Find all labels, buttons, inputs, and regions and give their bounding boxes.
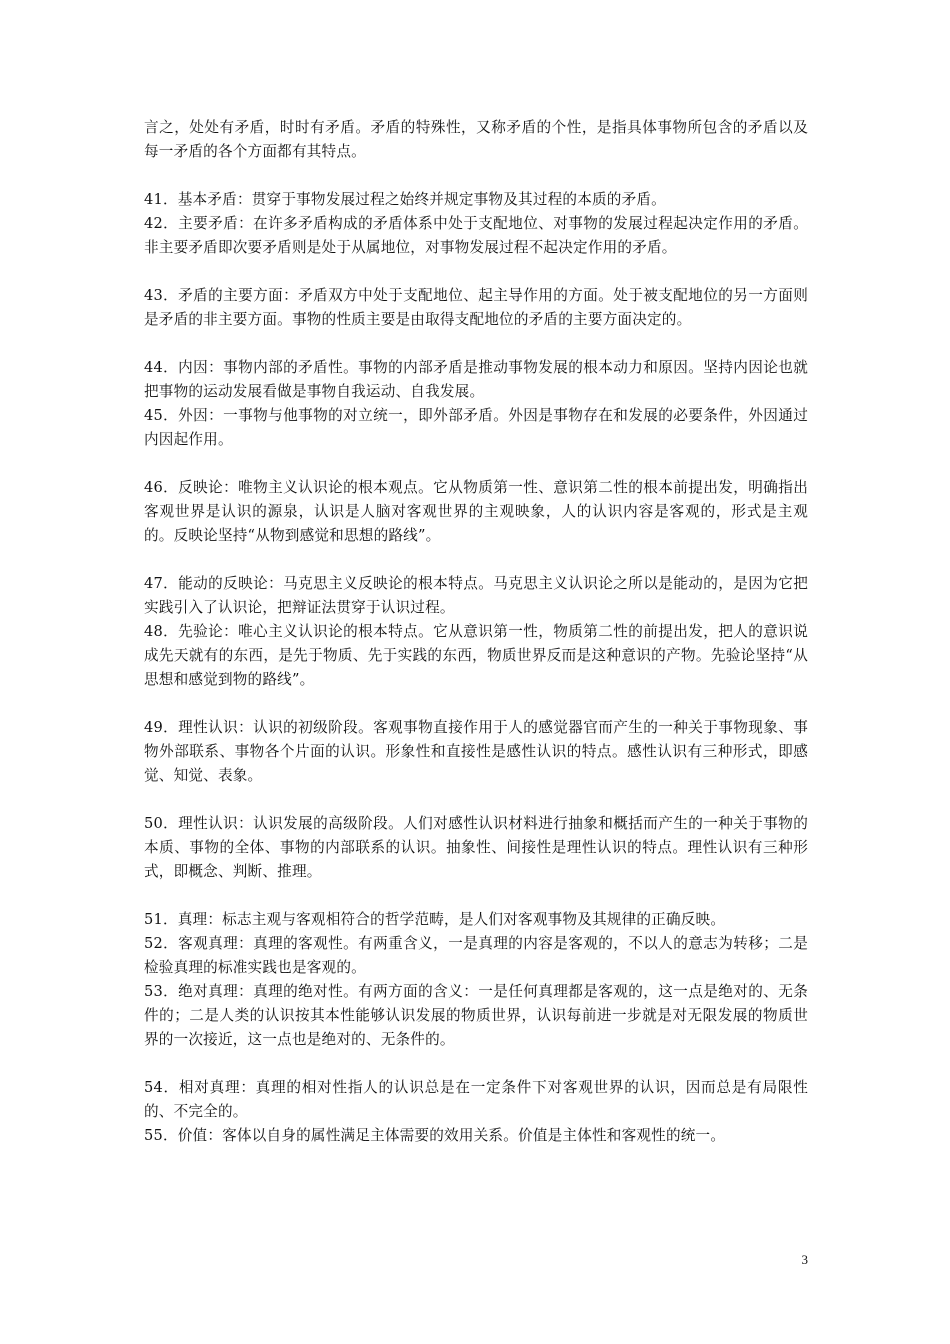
paragraph-continuation: 言之，处处有矛盾，时时有矛盾。矛盾的特殊性，又称矛盾的个性，是指具体事物所包含的矛盾以及每一矛盾的各个方面都有其特点。 — [144, 119, 808, 160]
paragraph-47: 47．能动的反映论：马克思主义反映论的根本特点。马克思主义认识论之所以是能动的，是因为它把实践引入了认识论，把辩证法贯穿于认识过程。 — [144, 575, 808, 616]
paragraph-48: 48．先验论：唯心主义认识论的根本特点。它从意识第一性，物质第二性的前提出发，把人的意识说成先天就有的东西，是先于物质、先于实践的东西，物质世界反而是这种意识的产物。先验论坚持“从思想和感觉到物的路线”。 — [144, 623, 808, 688]
paragraph-53: 53．绝对真理：真理的绝对性。有两方面的含义：一是任何真理都是客观的，这一点是绝对的、无条件的；二是人类的认识按其本性能够认识发展的物质世界，认识每前进一步就是对无限发展的物质世界的一次接近，这一点也是绝对的、无条件的。 — [144, 983, 808, 1048]
page-number: 3 — [801, 1252, 808, 1267]
paragraph-49: 49．理性认识：认识的初级阶段。客观事物直接作用于人的感觉器官而产生的一种关于事物现象、事物外部联系、事物各个片面的认识。形象性和直接性是感性认识的特点。感性认识有三种形式，即感觉、知觉、表象。 — [144, 719, 808, 784]
paragraph-44: 44．内因：事物内部的矛盾性。事物的内部矛盾是推动事物发展的根本动力和原因。坚持内因论也就把事物的运动发展看做是事物自我运动、自我发展。 — [144, 359, 808, 400]
paragraph-51: 51．真理：标志主观与客观相符合的哲学范畴，是人们对客观事物及其规律的正确反映。 — [144, 911, 726, 928]
paragraph-52: 52．客观真理：真理的客观性。有两重含义，一是真理的内容是客观的，不以人的意志为转移；二是检验真理的标准实践也是客观的。 — [144, 935, 808, 976]
paragraph-54: 54．相对真理：真理的相对性指人的认识总是在一定条件下对客观世界的认识，因而总是有局限性的、不完全的。 — [144, 1079, 808, 1120]
paragraph-55: 55．价值：客体以自身的属性满足主体需要的效用关系。价值是主体性和客观性的统一。 — [144, 1127, 726, 1144]
document-body — [144, 116, 808, 1148]
paragraph-41: 41．基本矛盾：贯穿于事物发展过程之始终并规定事物及其过程的本质的矛盾。 — [144, 191, 666, 208]
paragraph-46: 46．反映论：唯物主义认识论的根本观点。它从物质第一性、意识第二性的根本前提出发，明确指出客观世界是认识的源泉，认识是人脑对客观世界的主观映象，人的认识内容是客观的，形式是主观的。反映论坚持“从物到感觉和思想的路线”。 — [144, 479, 808, 544]
paragraph-43: 43．矛盾的主要方面：矛盾双方中处于支配地位、起主导作用的方面。处于被支配地位的另一方面则是矛盾的非主要方面。事物的性质主要是由取得支配地位的矛盾的主要方面决定的。 — [144, 287, 808, 328]
paragraph-42: 42．主要矛盾：在许多矛盾构成的矛盾体系中处于支配地位、对事物的发展过程起决定作用的矛盾。非主要矛盾即次要矛盾则是处于从属地位，对事物发展过程不起决定作用的矛盾。 — [144, 215, 808, 256]
paragraph-50: 50．理性认识：认识发展的高级阶段。人们对感性认识材料进行抽象和概括而产生的一种关于事物的本质、事物的全体、事物的内部联系的认识。抽象性、间接性是理性认识的特点。理性认识有三种形式，即概念、判断、推理。 — [144, 815, 808, 880]
paragraph-45: 45．外因：一事物与他事物的对立统一，即外部矛盾。外因是事物存在和发展的必要条件，外因通过内因起作用。 — [144, 407, 808, 448]
